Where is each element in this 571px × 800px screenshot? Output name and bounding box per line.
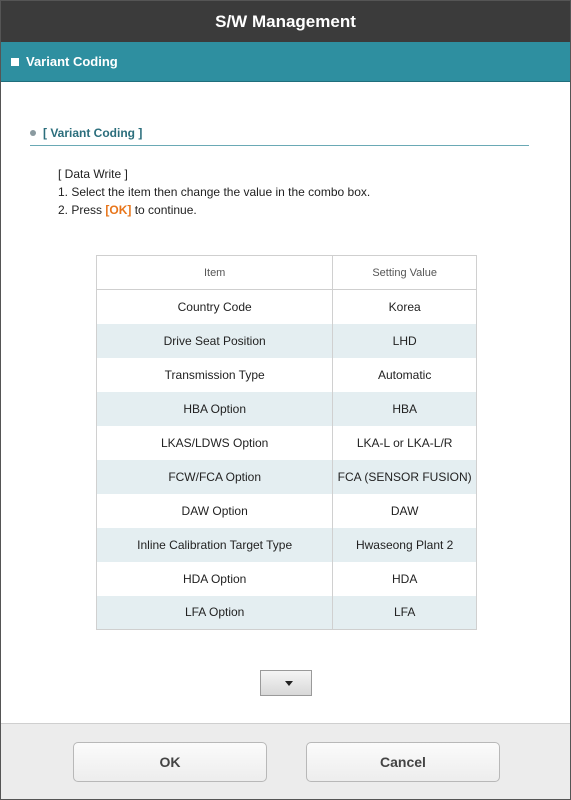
- value-cell: LKA-L or LKA-L/R: [333, 426, 477, 460]
- cancel-button[interactable]: Cancel: [306, 742, 500, 782]
- instruction-line-3: [58, 201, 370, 219]
- table-row[interactable]: [97, 528, 477, 562]
- column-header-item: Item: [97, 256, 333, 290]
- variant-coding-table: [96, 255, 477, 630]
- table-header-row: [97, 256, 477, 290]
- item-cell: Country Code: [97, 290, 333, 324]
- value-cell: LHD: [333, 324, 477, 358]
- subsection-title: [ Variant Coding ]: [43, 125, 143, 140]
- ok-highlight: [OK]: [105, 203, 132, 217]
- item-cell: Drive Seat Position: [97, 324, 333, 358]
- chevron-down-icon: [285, 681, 293, 686]
- item-cell: Inline Calibration Target Type: [97, 528, 333, 562]
- value-cell: HBA: [333, 392, 477, 426]
- item-cell: Transmission Type: [97, 358, 333, 392]
- table-row[interactable]: [97, 358, 477, 392]
- item-cell: LFA Option: [97, 596, 333, 630]
- item-cell: FCW/FCA Option: [97, 460, 333, 494]
- table-row[interactable]: [97, 426, 477, 460]
- instruction-line-3-prefix: 2. Press: [58, 203, 106, 217]
- value-combo-box[interactable]: [260, 670, 312, 696]
- item-cell: HDA Option: [97, 562, 333, 596]
- instruction-line-1: [ Data Write ]: [58, 167, 128, 181]
- table-row[interactable]: [97, 392, 477, 426]
- instructions: [58, 165, 370, 219]
- table-row[interactable]: [97, 460, 477, 494]
- instruction-line-2: 1. Select the item then change the value in the combo box.: [58, 185, 371, 199]
- square-icon: [11, 58, 19, 66]
- table-row[interactable]: [97, 562, 477, 596]
- item-cell: DAW Option: [97, 494, 333, 528]
- window-title: S/W Management: [1, 1, 570, 42]
- value-cell: FCA (SENSOR FUSION): [333, 460, 477, 494]
- footer-bar: [1, 723, 570, 799]
- section-header: [1, 42, 570, 82]
- instruction-line-3-suffix: to continue.: [131, 203, 197, 217]
- item-cell: HBA Option: [97, 392, 333, 426]
- item-cell: LKAS/LDWS Option: [97, 426, 333, 460]
- value-cell: Hwaseong Plant 2: [333, 528, 477, 562]
- subsection-header: [30, 120, 529, 146]
- section-title: Variant Coding: [26, 54, 118, 69]
- value-cell: Automatic: [333, 358, 477, 392]
- value-cell: Korea: [333, 290, 477, 324]
- table-row[interactable]: [97, 596, 477, 630]
- table-row[interactable]: [97, 290, 477, 324]
- value-cell: DAW: [333, 494, 477, 528]
- content-area: [1, 82, 570, 725]
- ok-button[interactable]: OK: [73, 742, 267, 782]
- column-header-setting-value: Setting Value: [333, 256, 477, 290]
- table-row[interactable]: [97, 494, 477, 528]
- bullet-icon: [30, 130, 36, 136]
- value-cell: HDA: [333, 562, 477, 596]
- value-cell: LFA: [333, 596, 477, 630]
- table-row[interactable]: [97, 324, 477, 358]
